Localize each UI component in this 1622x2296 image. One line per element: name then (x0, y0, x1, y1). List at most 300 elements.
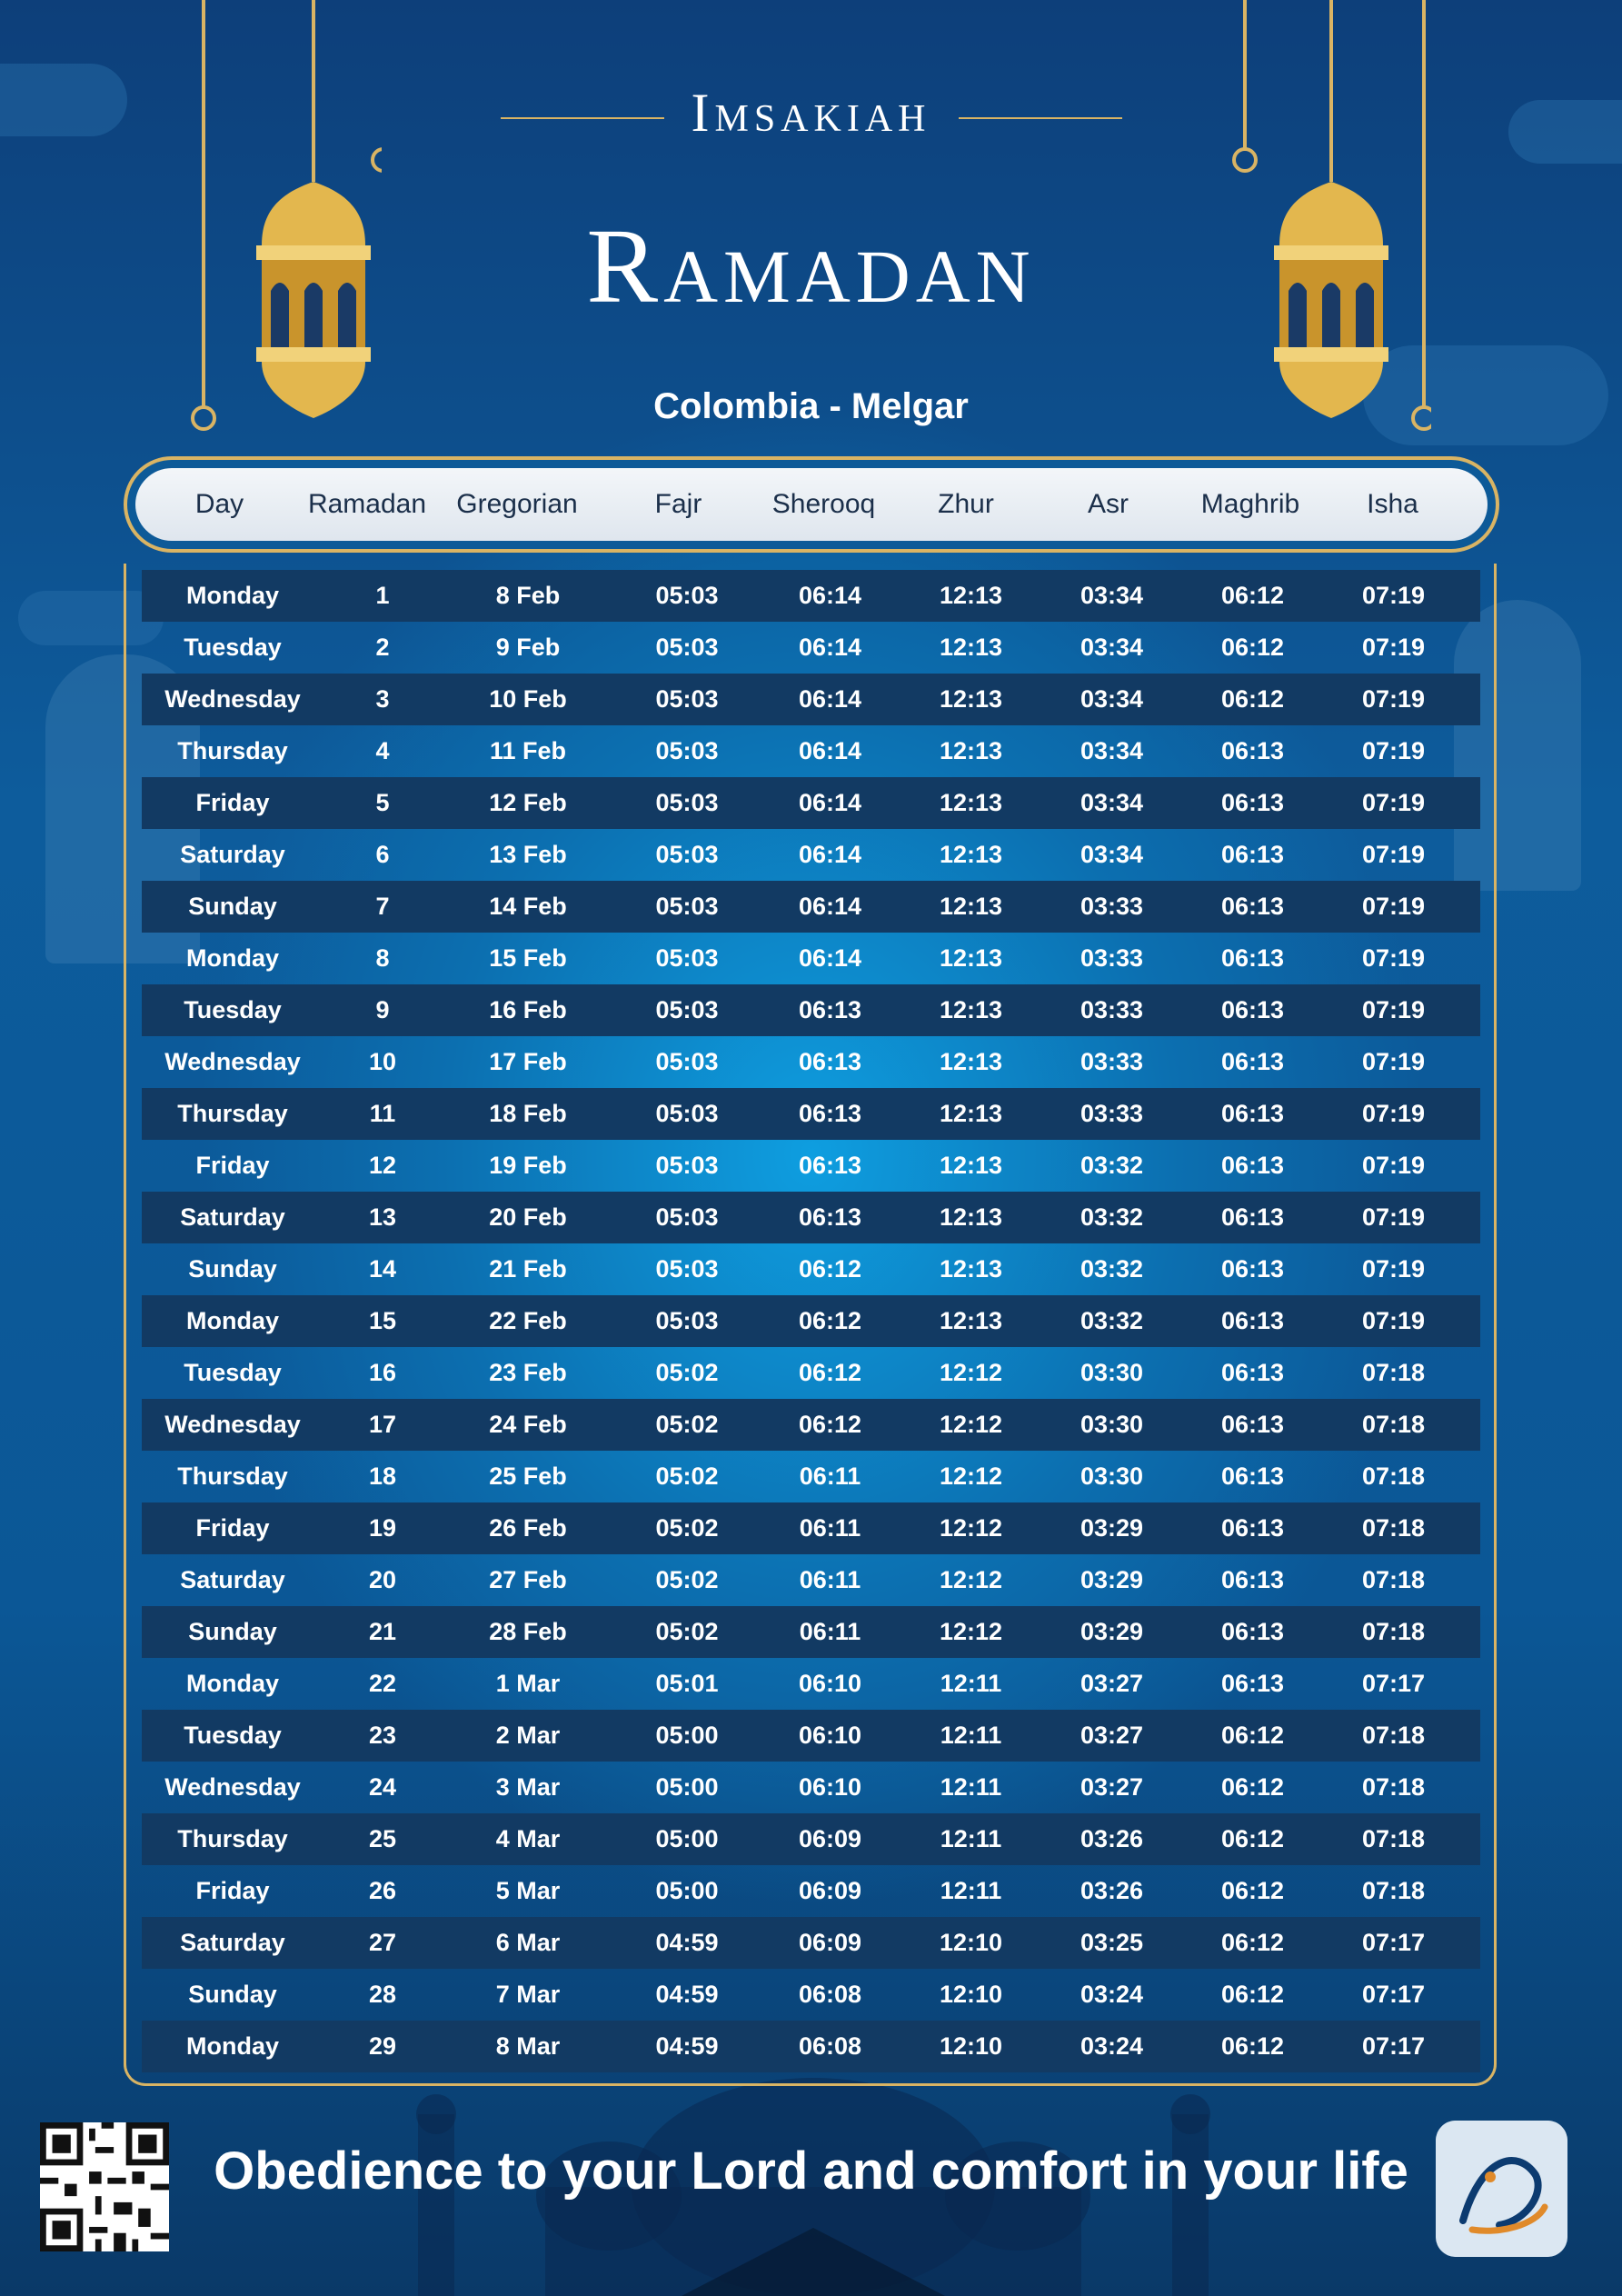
cell-day: Wednesday (164, 1411, 301, 1438)
cell-isha-time: 07:19 (1361, 1048, 1426, 1075)
cell-zhur-time: 12:11 (940, 1825, 1002, 1852)
cell-gregorian-date: 4 Mar (495, 1825, 561, 1852)
cell-zhur-time: 12:13 (939, 1307, 1003, 1334)
cell-maghrib-time: 06:12 (1220, 634, 1285, 661)
cell-asr-time: 03:32 (1080, 1255, 1144, 1283)
cell-gregorian-date: 28 Feb (489, 1618, 567, 1645)
cell-fajr-time: 05:02 (655, 1618, 719, 1645)
cell-gregorian-date: 5 Mar (495, 1877, 561, 1904)
cell-fajr-time: 05:03 (655, 944, 719, 972)
cell-ramadan-day: 24 (368, 1773, 397, 1801)
cell-sherooq-time: 06:14 (798, 685, 862, 713)
cell-fajr-time: 05:03 (655, 789, 719, 816)
cell-sherooq-time: 06:10 (798, 1670, 862, 1697)
cell-asr-time: 03:34 (1080, 685, 1144, 713)
cell-sherooq-time: 06:13 (798, 1203, 862, 1231)
cell-isha-time: 07:17 (1361, 1981, 1426, 2008)
cell-asr-time: 03:33 (1080, 996, 1144, 1023)
cell-maghrib-time: 06:13 (1220, 1307, 1285, 1334)
cell-day: Tuesday (184, 1722, 282, 1749)
table-row (142, 881, 1480, 933)
cell-isha-time: 07:19 (1361, 582, 1426, 609)
cell-zhur-time: 12:11 (940, 1722, 1002, 1749)
table-row (142, 1710, 1480, 1762)
column-header-maghrib: Maghrib (1200, 489, 1300, 519)
cell-sherooq-time: 06:11 (799, 1566, 861, 1593)
cell-maghrib-time: 06:12 (1220, 1825, 1285, 1852)
cell-isha-time: 07:19 (1361, 1203, 1426, 1231)
cell-zhur-time: 12:12 (939, 1566, 1003, 1593)
cell-maghrib-time: 06:13 (1220, 1100, 1285, 1127)
cell-zhur-time: 12:11 (940, 1877, 1002, 1904)
cell-isha-time: 07:18 (1361, 1877, 1426, 1904)
cell-isha-time: 07:18 (1361, 1514, 1426, 1542)
cell-zhur-time: 12:13 (939, 789, 1003, 816)
cell-day: Monday (185, 944, 279, 972)
cell-fajr-time: 05:03 (655, 1152, 719, 1179)
cell-gregorian-date: 3 Mar (495, 1773, 561, 1801)
cell-gregorian-date: 23 Feb (489, 1359, 567, 1386)
cell-ramadan-day: 9 (375, 996, 390, 1023)
table-row (142, 674, 1480, 725)
cell-day: Tuesday (184, 1359, 282, 1386)
cell-ramadan-day: 16 (368, 1359, 397, 1386)
table-row (142, 1295, 1480, 1347)
cell-gregorian-date: 27 Feb (489, 1566, 567, 1593)
cell-ramadan-day: 14 (368, 1255, 397, 1283)
cell-day: Tuesday (184, 996, 282, 1023)
cell-ramadan-day: 6 (375, 841, 390, 868)
cell-maghrib-time: 06:13 (1220, 1566, 1285, 1593)
cell-fajr-time: 05:03 (655, 1255, 719, 1283)
table-row (142, 1658, 1480, 1710)
cell-asr-time: 03:34 (1080, 789, 1144, 816)
cell-isha-time: 07:18 (1361, 1773, 1426, 1801)
cell-gregorian-date: 7 Mar (495, 1981, 561, 2008)
cell-sherooq-time: 06:13 (798, 1100, 862, 1127)
cell-ramadan-day: 15 (368, 1307, 397, 1334)
cell-maghrib-time: 06:13 (1220, 1462, 1285, 1490)
cell-sherooq-time: 06:08 (798, 2032, 862, 2060)
cell-sherooq-time: 06:13 (798, 1048, 862, 1075)
cell-isha-time: 07:19 (1361, 789, 1426, 816)
cell-ramadan-day: 17 (368, 1411, 397, 1438)
cell-fajr-time: 05:00 (655, 1722, 719, 1749)
cell-ramadan-day: 2 (375, 634, 390, 661)
cell-sherooq-time: 06:08 (798, 1981, 862, 2008)
cell-gregorian-date: 16 Feb (489, 996, 567, 1023)
table-row (142, 1969, 1480, 2021)
cell-day: Sunday (188, 1255, 277, 1283)
cell-sherooq-time: 06:11 (799, 1618, 861, 1645)
cell-isha-time: 07:19 (1361, 1100, 1426, 1127)
cell-isha-time: 07:19 (1361, 1255, 1426, 1283)
cell-sherooq-time: 06:10 (798, 1773, 862, 1801)
cell-maghrib-time: 06:13 (1220, 944, 1285, 972)
column-header-sherooq: Sherooq (771, 489, 876, 519)
cell-gregorian-date: 15 Feb (489, 944, 567, 972)
cell-asr-time: 03:30 (1080, 1411, 1144, 1438)
cell-sherooq-time: 06:14 (798, 582, 862, 609)
cell-asr-time: 03:33 (1080, 944, 1144, 972)
cell-zhur-time: 12:13 (939, 996, 1003, 1023)
cell-maghrib-time: 06:13 (1220, 1203, 1285, 1231)
table-row (142, 1347, 1480, 1399)
cell-ramadan-day: 29 (368, 2032, 397, 2060)
cell-asr-time: 03:29 (1080, 1514, 1144, 1542)
table-row (142, 1451, 1480, 1502)
column-header-fajr: Fajr (654, 489, 702, 519)
cell-gregorian-date: 17 Feb (489, 1048, 567, 1075)
table-row (142, 1036, 1480, 1088)
table-row (142, 984, 1480, 1036)
cell-asr-time: 03:34 (1080, 841, 1144, 868)
table-row (142, 1140, 1480, 1192)
cell-fajr-time: 05:03 (655, 1048, 719, 1075)
cell-maghrib-time: 06:13 (1220, 1411, 1285, 1438)
cell-zhur-time: 12:13 (939, 1203, 1003, 1231)
cell-gregorian-date: 22 Feb (489, 1307, 567, 1334)
cell-fajr-time: 05:02 (655, 1462, 719, 1490)
cell-maghrib-time: 06:12 (1220, 1929, 1285, 1956)
cell-isha-time: 07:18 (1361, 1618, 1426, 1645)
cell-fajr-time: 05:02 (655, 1514, 719, 1542)
cell-day: Saturday (180, 1566, 285, 1593)
cell-gregorian-date: 10 Feb (489, 685, 567, 713)
cell-zhur-time: 12:12 (939, 1618, 1003, 1645)
cell-isha-time: 07:18 (1361, 1411, 1426, 1438)
table-header (124, 456, 1499, 553)
cell-maghrib-time: 06:13 (1220, 1152, 1285, 1179)
cell-sherooq-time: 06:11 (799, 1462, 861, 1490)
cell-zhur-time: 12:12 (939, 1411, 1003, 1438)
cell-day: Sunday (188, 893, 277, 920)
cell-zhur-time: 12:13 (939, 1152, 1003, 1179)
cell-ramadan-day: 11 (369, 1100, 396, 1127)
column-header-day: Day (194, 489, 244, 519)
cell-ramadan-day: 4 (375, 737, 390, 764)
cell-isha-time: 07:18 (1361, 1825, 1426, 1852)
cell-ramadan-day: 5 (375, 789, 390, 816)
cell-fajr-time: 05:03 (655, 1307, 719, 1334)
cell-isha-time: 07:19 (1361, 737, 1426, 764)
cell-zhur-time: 12:13 (939, 582, 1003, 609)
cell-ramadan-day: 7 (375, 893, 390, 920)
app-logo-icon (1436, 2121, 1567, 2257)
cell-zhur-time: 12:13 (939, 1100, 1003, 1127)
cell-sherooq-time: 06:13 (798, 1152, 862, 1179)
table-row (142, 1192, 1480, 1243)
cell-day: Monday (185, 2032, 279, 2060)
cell-ramadan-day: 19 (368, 1514, 397, 1542)
cell-gregorian-date: 21 Feb (489, 1255, 567, 1283)
cell-gregorian-date: 8 Feb (495, 582, 561, 609)
table-row (142, 1606, 1480, 1658)
cell-sherooq-time: 06:12 (798, 1411, 862, 1438)
cell-asr-time: 03:25 (1080, 1929, 1144, 1956)
cell-asr-time: 03:32 (1080, 1152, 1144, 1179)
cell-gregorian-date: 11 Feb (489, 737, 567, 764)
cell-sherooq-time: 06:13 (798, 996, 862, 1023)
cell-zhur-time: 12:13 (939, 634, 1003, 661)
cell-fajr-time: 05:01 (655, 1670, 719, 1697)
cell-maghrib-time: 06:13 (1220, 789, 1285, 816)
cell-asr-time: 03:32 (1080, 1307, 1144, 1334)
cell-sherooq-time: 06:11 (799, 1514, 861, 1542)
cell-sherooq-time: 06:14 (798, 841, 862, 868)
cell-gregorian-date: 24 Feb (489, 1411, 567, 1438)
divider (501, 117, 664, 119)
cell-isha-time: 07:19 (1361, 996, 1426, 1023)
cell-ramadan-day: 21 (368, 1618, 397, 1645)
table-row (142, 1917, 1480, 1969)
cell-gregorian-date: 20 Feb (489, 1203, 567, 1231)
cell-fajr-time: 05:02 (655, 1359, 719, 1386)
cell-fajr-time: 04:59 (655, 1981, 719, 2008)
poster-kicker (0, 82, 1622, 145)
cell-sherooq-time: 06:09 (798, 1877, 862, 1904)
cell-asr-time: 03:24 (1080, 2032, 1144, 2060)
cell-zhur-time: 12:12 (939, 1514, 1003, 1542)
table-row (142, 1088, 1480, 1140)
cell-maghrib-time: 06:13 (1220, 1514, 1285, 1542)
cell-asr-time: 03:26 (1080, 1877, 1144, 1904)
cell-zhur-time: 12:12 (939, 1462, 1003, 1490)
cell-isha-time: 07:18 (1361, 1462, 1426, 1490)
cell-gregorian-date: 1 Mar (495, 1670, 561, 1697)
cell-fajr-time: 05:03 (655, 1203, 719, 1231)
cell-asr-time: 03:29 (1080, 1566, 1144, 1593)
cell-ramadan-day: 10 (368, 1048, 397, 1075)
cell-day: Friday (195, 1514, 270, 1542)
cell-gregorian-date: 13 Feb (489, 841, 567, 868)
cell-fajr-time: 04:59 (655, 1929, 719, 1956)
cell-ramadan-day: 25 (368, 1825, 397, 1852)
cell-isha-time: 07:19 (1361, 685, 1426, 713)
column-header-gregorian: Gregorian (456, 489, 578, 519)
cell-sherooq-time: 06:10 (798, 1722, 862, 1749)
cell-fajr-time: 05:03 (655, 634, 719, 661)
table-row (142, 570, 1480, 622)
cell-isha-time: 07:19 (1361, 634, 1426, 661)
cell-fajr-time: 05:03 (655, 1100, 719, 1127)
cell-fajr-time: 05:03 (655, 841, 719, 868)
cell-isha-time: 07:18 (1361, 1722, 1426, 1749)
cell-asr-time: 03:26 (1080, 1825, 1144, 1852)
table-row (142, 1813, 1480, 1865)
cell-maghrib-time: 06:12 (1220, 1877, 1285, 1904)
cell-maghrib-time: 06:13 (1220, 737, 1285, 764)
cell-zhur-time: 12:13 (939, 893, 1003, 920)
cell-fajr-time: 05:03 (655, 893, 719, 920)
cell-zhur-time: 12:10 (939, 2032, 1003, 2060)
cell-gregorian-date: 14 Feb (489, 893, 567, 920)
cell-asr-time: 03:33 (1080, 1048, 1144, 1075)
cell-day: Sunday (188, 1618, 277, 1645)
table-header-inner (135, 468, 1488, 541)
cell-ramadan-day: 18 (368, 1462, 397, 1490)
cell-isha-time: 07:19 (1361, 893, 1426, 920)
kicker-text: Imsakiah (691, 83, 931, 143)
location-label: Colombia - Melgar (653, 386, 969, 426)
cell-sherooq-time: 06:14 (798, 944, 862, 972)
cell-day: Saturday (180, 1929, 285, 1956)
cell-maghrib-time: 06:12 (1220, 2032, 1285, 2060)
cell-day: Thursday (177, 1462, 288, 1490)
cell-gregorian-date: 25 Feb (489, 1462, 567, 1490)
cell-zhur-time: 12:13 (939, 1048, 1003, 1075)
table-row (142, 1399, 1480, 1451)
cell-maghrib-time: 06:12 (1220, 582, 1285, 609)
cell-maghrib-time: 06:13 (1220, 893, 1285, 920)
cell-isha-time: 07:18 (1361, 1566, 1426, 1593)
table-row (142, 725, 1480, 777)
table-row (142, 1502, 1480, 1554)
cell-asr-time: 03:30 (1080, 1359, 1144, 1386)
cell-fajr-time: 05:03 (655, 996, 719, 1023)
column-header-isha: Isha (1367, 489, 1418, 519)
cell-isha-time: 07:17 (1361, 1929, 1426, 1956)
cell-sherooq-time: 06:14 (798, 737, 862, 764)
cell-gregorian-date: 19 Feb (489, 1152, 567, 1179)
cell-maghrib-time: 06:13 (1220, 841, 1285, 868)
cell-zhur-time: 12:10 (939, 1929, 1003, 1956)
cell-fajr-time: 05:02 (655, 1411, 719, 1438)
cell-maghrib-time: 06:13 (1220, 1618, 1285, 1645)
cell-isha-time: 07:19 (1361, 944, 1426, 972)
cell-asr-time: 03:33 (1080, 893, 1144, 920)
table-row (142, 829, 1480, 881)
cell-ramadan-day: 23 (368, 1722, 397, 1749)
cell-fajr-time: 05:00 (655, 1877, 719, 1904)
table-row (142, 1762, 1480, 1813)
cell-ramadan-day: 28 (368, 1981, 397, 2008)
cell-zhur-time: 12:13 (939, 737, 1003, 764)
cell-day: Tuesday (184, 634, 282, 661)
cell-zhur-time: 12:11 (940, 1670, 1002, 1697)
cell-fajr-time: 05:03 (655, 582, 719, 609)
table-row (142, 1554, 1480, 1606)
cell-gregorian-date: 12 Feb (489, 789, 567, 816)
cell-sherooq-time: 06:14 (798, 634, 862, 661)
poster-title: Ramadan (586, 206, 1036, 325)
cell-maghrib-time: 06:13 (1220, 1255, 1285, 1283)
cell-sherooq-time: 06:14 (798, 789, 862, 816)
cell-maghrib-time: 06:12 (1220, 685, 1285, 713)
cell-isha-time: 07:17 (1361, 1670, 1426, 1697)
cell-asr-time: 03:34 (1080, 582, 1144, 609)
column-header-ramadan: Ramadan (307, 489, 427, 519)
cell-sherooq-time: 06:12 (798, 1359, 862, 1386)
cell-fajr-time: 05:02 (655, 1566, 719, 1593)
cell-ramadan-day: 27 (368, 1929, 397, 1956)
cell-maghrib-time: 06:12 (1220, 1773, 1285, 1801)
cell-asr-time: 03:32 (1080, 1203, 1144, 1231)
cell-day: Thursday (177, 1825, 288, 1852)
table-row (142, 933, 1480, 984)
cell-asr-time: 03:24 (1080, 1981, 1144, 2008)
cell-maghrib-time: 06:13 (1220, 1670, 1285, 1697)
cell-isha-time: 07:19 (1361, 1307, 1426, 1334)
table-row (142, 2021, 1480, 2072)
table-row (142, 1243, 1480, 1295)
cell-asr-time: 03:27 (1080, 1773, 1144, 1801)
cell-gregorian-date: 26 Feb (489, 1514, 567, 1542)
cell-sherooq-time: 06:09 (798, 1825, 862, 1852)
cell-fajr-time: 05:00 (655, 1825, 719, 1852)
cell-day: Monday (185, 1670, 279, 1697)
cell-day: Friday (195, 789, 270, 816)
cell-maghrib-time: 06:13 (1220, 1359, 1285, 1386)
cell-zhur-time: 12:11 (940, 1773, 1002, 1801)
cell-ramadan-day: 22 (368, 1670, 397, 1697)
cell-fajr-time: 05:03 (655, 685, 719, 713)
table-row (142, 777, 1480, 829)
cell-asr-time: 03:27 (1080, 1722, 1144, 1749)
cell-fajr-time: 05:00 (655, 1773, 719, 1801)
cell-fajr-time: 05:03 (655, 737, 719, 764)
cell-fajr-time: 04:59 (655, 2032, 719, 2060)
cell-asr-time: 03:34 (1080, 634, 1144, 661)
cell-day: Wednesday (164, 685, 301, 713)
cell-isha-time: 07:19 (1361, 1152, 1426, 1179)
cell-ramadan-day: 8 (375, 944, 390, 972)
cell-isha-time: 07:18 (1361, 1359, 1426, 1386)
cell-ramadan-day: 26 (368, 1877, 397, 1904)
cell-maghrib-time: 06:12 (1220, 1981, 1285, 2008)
cell-ramadan-day: 1 (375, 582, 390, 609)
divider (959, 117, 1122, 119)
cell-gregorian-date: 8 Mar (495, 2032, 561, 2060)
cell-zhur-time: 12:13 (939, 841, 1003, 868)
cell-sherooq-time: 06:12 (798, 1307, 862, 1334)
cell-zhur-time: 12:13 (939, 685, 1003, 713)
cell-gregorian-date: 2 Mar (495, 1722, 561, 1749)
cell-day: Saturday (180, 841, 285, 868)
cell-day: Monday (185, 1307, 279, 1334)
cell-ramadan-day: 3 (375, 685, 390, 713)
table-row (142, 622, 1480, 674)
cell-day: Thursday (177, 1100, 288, 1127)
cell-ramadan-day: 20 (368, 1566, 397, 1593)
cell-ramadan-day: 12 (368, 1152, 397, 1179)
cell-day: Friday (195, 1152, 270, 1179)
cell-day: Thursday (177, 737, 288, 764)
cell-sherooq-time: 06:12 (798, 1255, 862, 1283)
prayer-times-table-body (142, 570, 1480, 2072)
cell-maghrib-time: 06:13 (1220, 1048, 1285, 1075)
cell-day: Saturday (180, 1203, 285, 1231)
cell-asr-time: 03:33 (1080, 1100, 1144, 1127)
column-header-asr: Asr (1088, 489, 1129, 519)
cell-gregorian-date: 9 Feb (495, 634, 561, 661)
table-row (142, 1865, 1480, 1917)
cell-day: Sunday (188, 1981, 277, 2008)
cell-asr-time: 03:34 (1080, 737, 1144, 764)
cell-asr-time: 03:27 (1080, 1670, 1144, 1697)
cell-gregorian-date: 6 Mar (495, 1929, 561, 1956)
cell-maghrib-time: 06:13 (1220, 996, 1285, 1023)
cell-isha-time: 07:17 (1361, 2032, 1426, 2060)
cell-ramadan-day: 13 (368, 1203, 397, 1231)
cell-sherooq-time: 06:14 (798, 893, 862, 920)
cell-zhur-time: 12:13 (939, 1255, 1003, 1283)
cell-day: Wednesday (164, 1773, 301, 1801)
cell-maghrib-time: 06:12 (1220, 1722, 1285, 1749)
tagline: Obedience to your Lord and comfort in your life (214, 2141, 1408, 2201)
column-header-zhur: Zhur (938, 489, 994, 519)
cell-zhur-time: 12:13 (939, 944, 1003, 972)
